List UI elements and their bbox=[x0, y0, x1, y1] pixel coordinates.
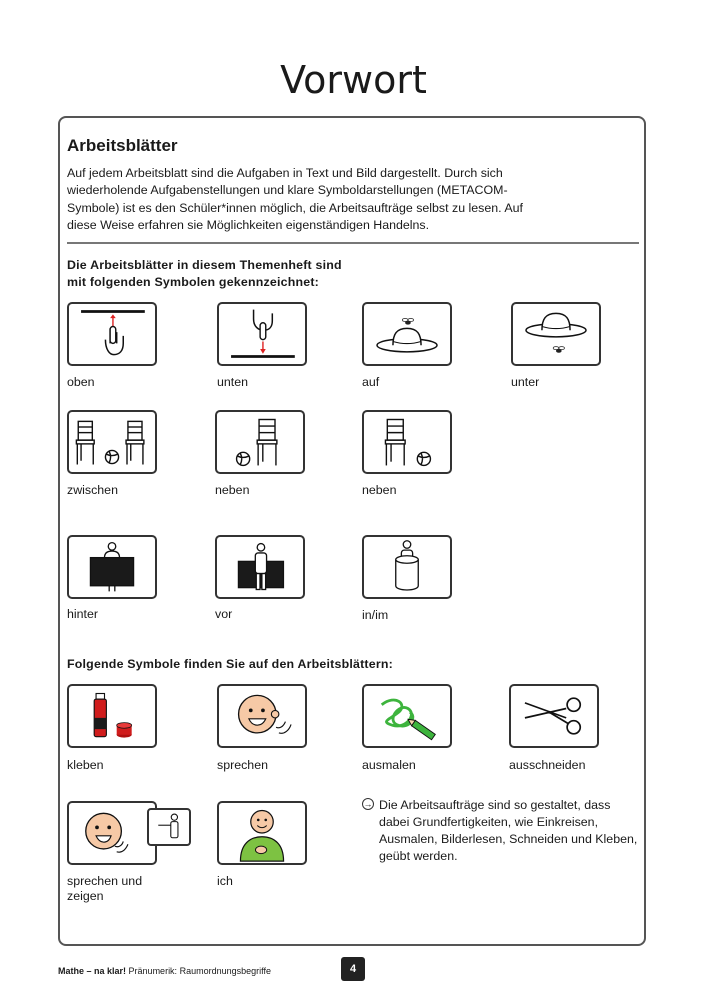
finger-up-icon bbox=[67, 302, 157, 366]
finger-down-icon bbox=[217, 302, 307, 366]
page-title: Vorwort bbox=[280, 58, 427, 102]
footer bbox=[58, 966, 271, 976]
person-me-icon bbox=[217, 801, 307, 865]
label-unter: unter bbox=[511, 375, 540, 389]
label-ich: ich bbox=[217, 874, 233, 888]
label-neben-1: neben bbox=[215, 483, 250, 497]
label-vor: vor bbox=[215, 607, 233, 621]
footer-brand: Mathe – na klar! bbox=[58, 966, 127, 976]
label-sprechen: sprechen bbox=[217, 758, 268, 772]
label-oben: oben bbox=[67, 375, 95, 389]
theme-symbols-heading bbox=[67, 257, 342, 291]
ball-beside-chair-left-icon bbox=[215, 410, 305, 474]
person-behind-box-icon bbox=[67, 535, 157, 599]
person-in-front-of-box-icon bbox=[215, 535, 305, 599]
pointing-person-inset-icon bbox=[147, 808, 191, 846]
page-number: 4 bbox=[341, 957, 365, 981]
label-in-im: in/im bbox=[362, 608, 389, 622]
ball-beside-chair-right-icon bbox=[362, 410, 452, 474]
section-heading: Arbeitsblätter bbox=[67, 136, 178, 155]
scissors-icon bbox=[509, 684, 599, 748]
footer-subtitle: Pränumerik: Raumordnungsbegriffe bbox=[128, 966, 271, 976]
ball-between-chairs-icon bbox=[67, 410, 157, 474]
worksheet-symbols-heading: Folgende Symbole finden Sie auf den Arbeitsblättern: bbox=[67, 657, 393, 671]
label-zwischen: zwischen bbox=[67, 483, 118, 497]
label-sprechen-und-zeigen: sprechen und zeigen bbox=[67, 874, 143, 903]
label-ausschneiden: ausschneiden bbox=[509, 758, 586, 772]
note-text: Die Arbeitsaufträge sind so gestaltet, dass dabei Grundfertigkeiten, wie Einkreisen, Ausmalen, Bilderlesen, Schneiden und Kleben, geübt werden. bbox=[379, 798, 638, 863]
divider bbox=[67, 242, 639, 244]
glue-stick-icon bbox=[67, 684, 157, 748]
speaking-face-icon bbox=[217, 684, 307, 748]
theme-symbols-heading-line1: Die Arbeitsblätter in diesem Themenheft sind bbox=[67, 258, 342, 272]
hat-fly-on-icon bbox=[362, 302, 452, 366]
label-kleben: kleben bbox=[67, 758, 104, 772]
person-in-container-icon bbox=[362, 535, 452, 599]
speak-and-point-icon bbox=[67, 801, 157, 865]
label-auf: auf bbox=[362, 375, 380, 389]
arrow-circle-icon: → bbox=[363, 799, 373, 809]
coloring-pencil-icon bbox=[362, 684, 452, 748]
intro-paragraph: Auf jedem Arbeitsblatt sind die Aufgaben in Text und Bild dargestellt. Durch sich wiederholende Aufgabenstellungen und klare Symboldarstellungen (METACOM-Symbole) ist es den Schüler*innen möglich, die Arbeitsaufträge selbst zu lesen. Auf diese Weise erfahren sie Möglichkeiten eigenständigen Handelns. bbox=[67, 166, 523, 232]
label-unten: unten bbox=[217, 375, 249, 389]
label-neben-2: neben bbox=[362, 483, 397, 497]
label-ausmalen: ausmalen bbox=[362, 758, 416, 772]
theme-symbols-heading-line2: mit folgenden Symbolen gekennzeichnet: bbox=[67, 275, 320, 289]
hat-fly-under-icon bbox=[511, 302, 601, 366]
label-hinter: hinter bbox=[67, 607, 98, 621]
